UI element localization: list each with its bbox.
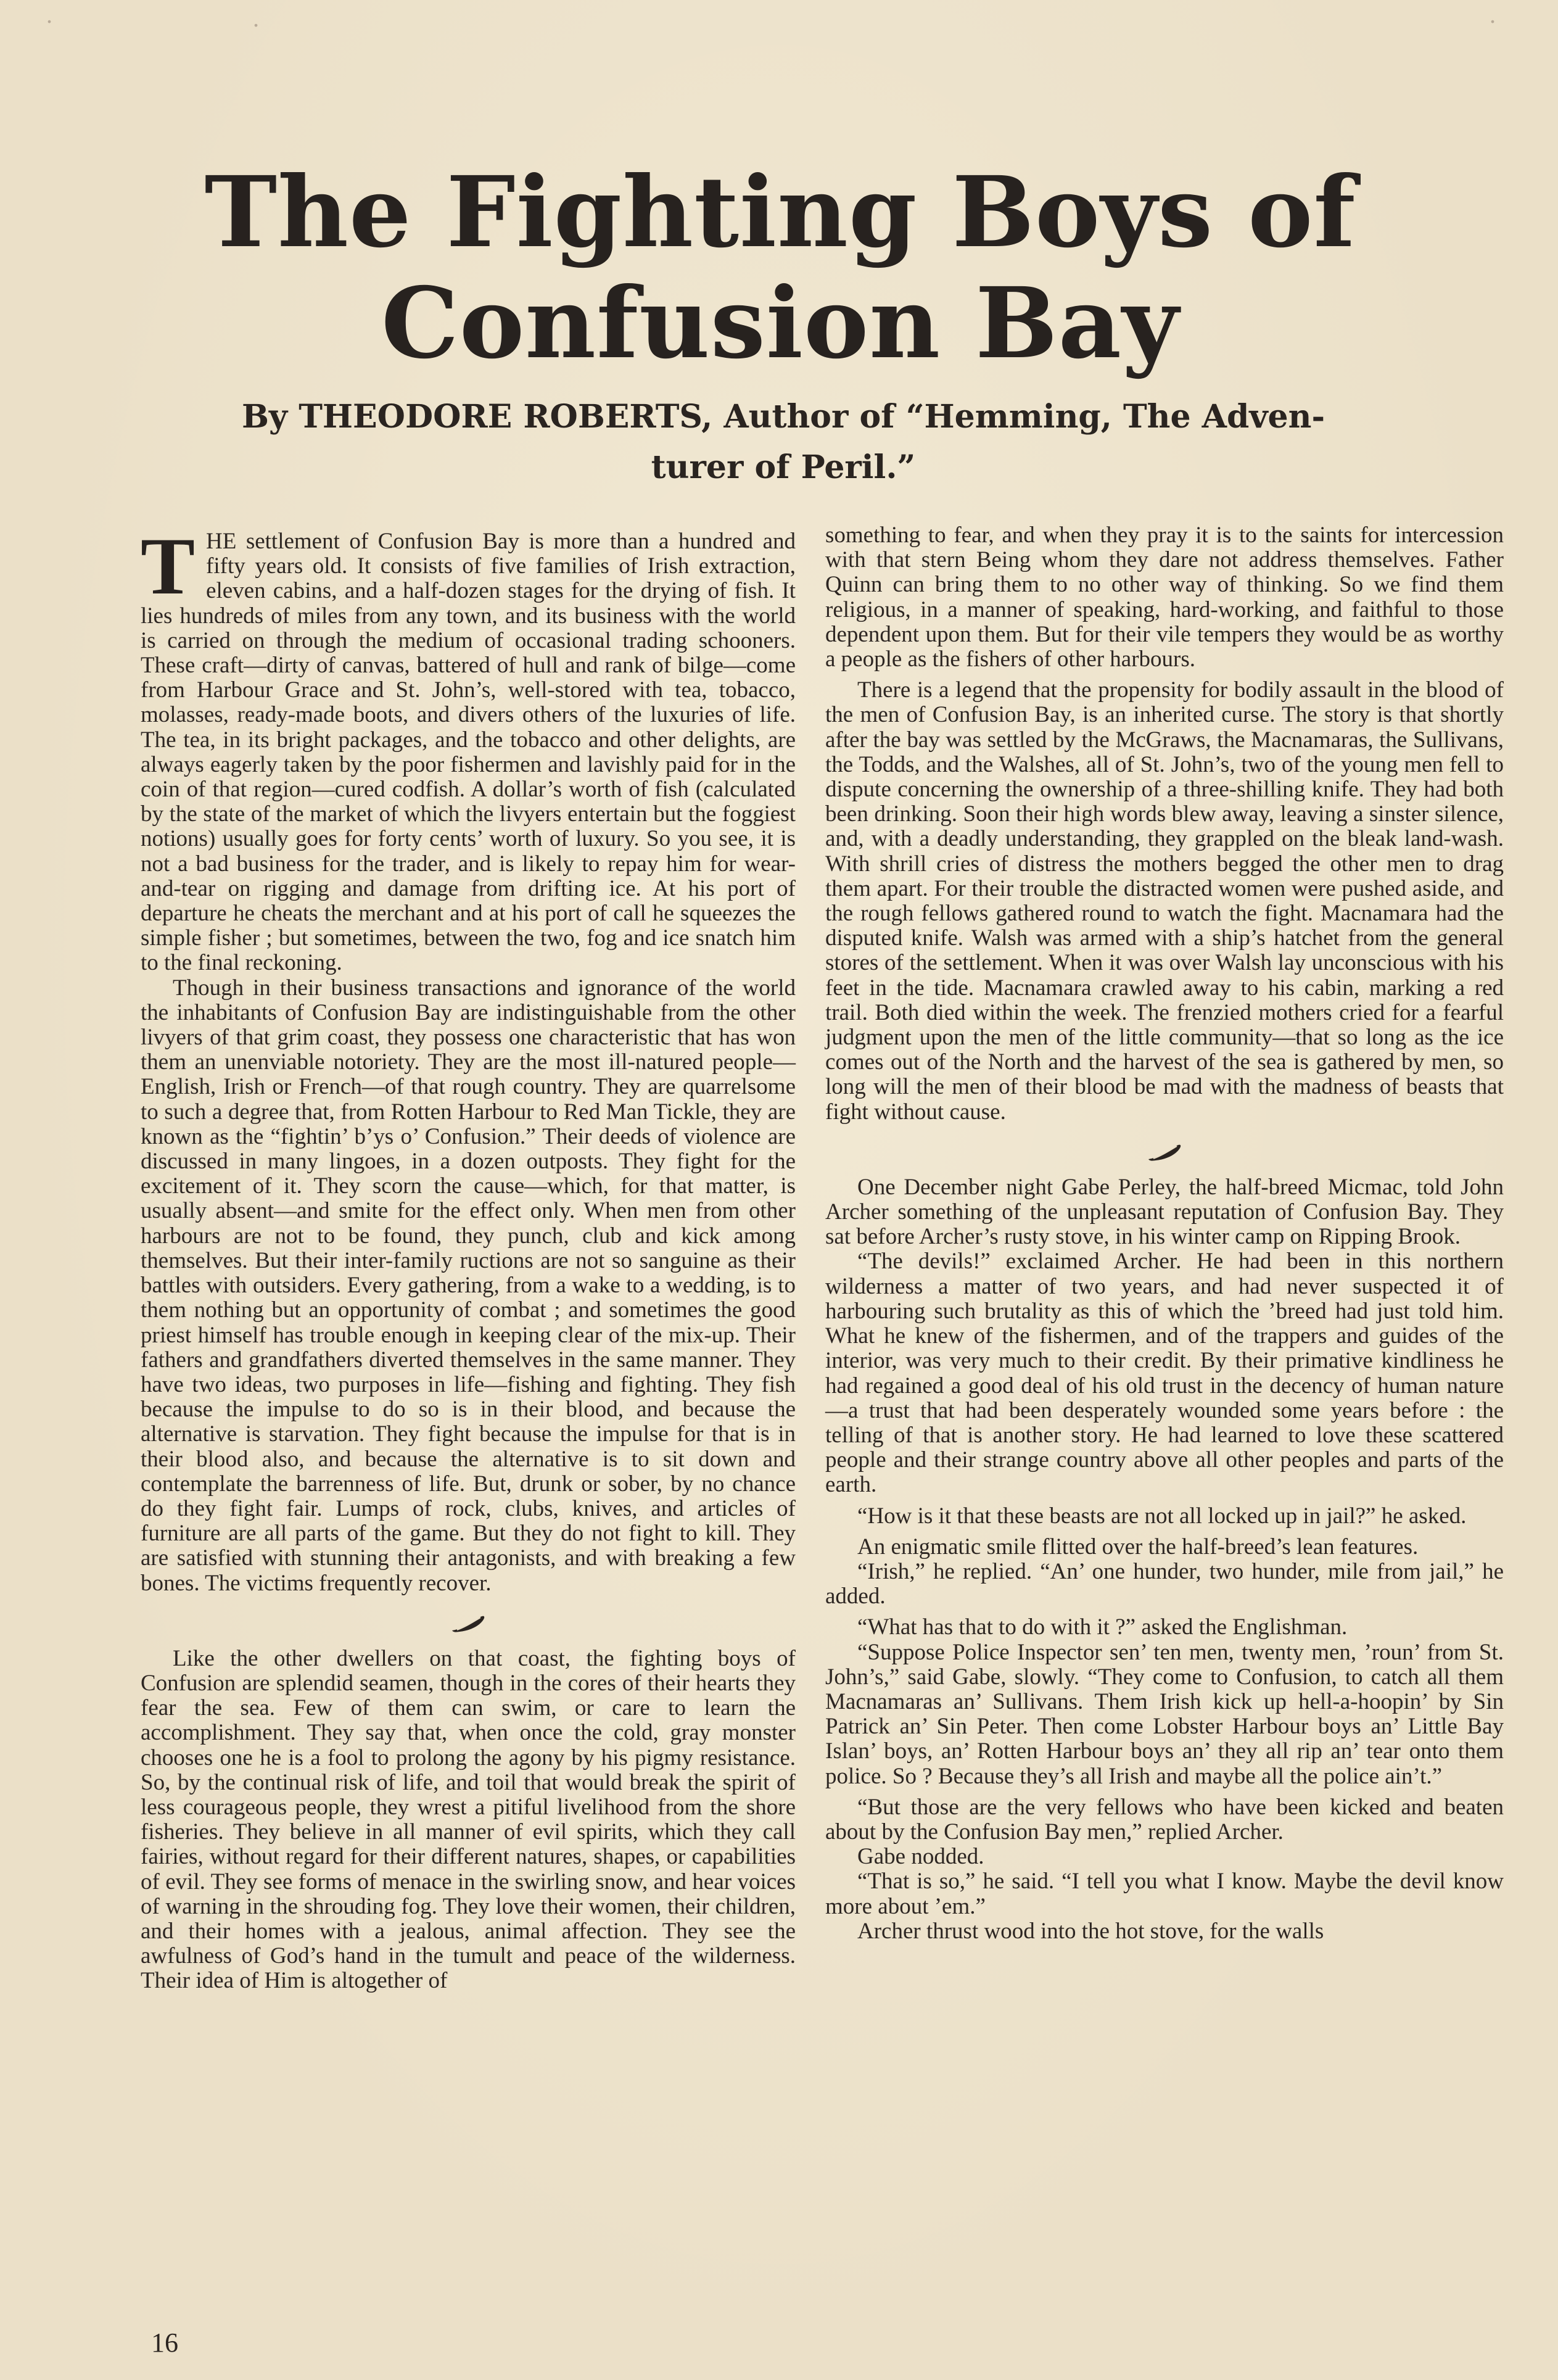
paragraph: There is a legend that the propensity for bodily assault in the blood of the men of Confusion Bay, is an inherited curse. The story is that shortly after the bay was settled by the McGraws, the Macnamaras, the Sullivans, the Todds, and the Walshes, all of St. John’s, two of the young men fell to dispute concerning the ownership of a three-shilling knife. They had both been drinking. Soon their high words blew away, leaving a sinster silence, and, with a deadly understanding, they grappled on the bleak land-wash. With shrill cries of distress the mothers begged the other men to drag them apart. For their trouble the distracted women were pushed aside, and the rough fellows gathered round to watch the fight. Macnamara had the disputed knife. Walsh was armed with a ship’s hatchet from the general stores of the settlement. When it was over Walsh lay unconscious with his feet in the tide. Macnamara crawled away to his cabin, marking a red trail. Both died within the week. The frenzied mothers cried for a fearful judgment upon the men of the little community—that so long as the ice comes out of the North and the harvest of the sea is gathered by men, so long will the men of their blood be mad with the madness of beasts that fight without cause.	[825, 677, 1504, 1125]
section-divider	[825, 1125, 1504, 1175]
article-byline	[142, 392, 1425, 493]
paragraph: “The devils!” exclaimed Archer. He had been in this northern wilderness a matter of two years, and had never suspected it of harbouring such brutality as this of which the ’breed had just told him. What he knew of the fishermen, and of the trappers and guides of the interior, was very much to their credit. By their primative kindliness he had regained a good deal of his old trust in the decency of human nature—a trust that had been desperately wounded some years before : the telling of that is another story. He had learned to love these scattered people and their strange country above all other peoples and parts of the earth.	[825, 1249, 1504, 1498]
paragraph-text: HE settlement of Confusion Bay is more than a hundred and fifty years old. It consists of five families of Irish extraction, eleven cabins, and a half-dozen stages for the drying of fish. It lies hundreds of miles from any town, and its business with the world is carried on through the medium of occasional trading schooners. These craft—dirty of canvas, battered of hull and rank of bilge—come from Harbour Grace and St. John’s, well-stored with tea, tobacco, molasses, ready-made boots, and divers others of the luxuries of life. The tea, in its bright packages, and the tobacco and other delights, are always eagerly taken by the poor fishermen and lavishly paid for in the coin of that region—cured codfish. A dollar’s worth of fish (calculated by the state of the market of which the livyers entertain but the foggiest notions) usually goes for forty cents’ worth of luxury. So you see, it is not a bad business for the trader, and is likely to repay him for wear-and-tear on rigging and damage from drifting ice. At his port of departure he cheats the merchant and at his port of call he squeezes the simple fisher ; but sometimes, between the two, fog and ice snatch him to the final reckoning.	[141, 529, 796, 976]
article-title-line2: Confusion Bay	[381, 267, 1179, 381]
paragraph: One December night Gabe Perley, the half-breed Micmac, told John Archer something of the unpleasant reputation of Confusion Bay. They sat before Archer’s rusty stove, in his winter camp on Ripping Brook.	[825, 1174, 1504, 1250]
paragraph: “Irish,” he replied. “An’ one hunder, two hunder, mile from jail,” he added.	[825, 1558, 1504, 1609]
paragraph: “But those are the very fellows who have been kicked and beaten about by the Confusion Bay men,” replied Archer.	[825, 1794, 1504, 1845]
left-column	[141, 521, 796, 1994]
paragraph: “What has that to do with it ?” asked the Englishman.	[857, 1614, 1348, 1640]
paragraph: “How is it that these beasts are not all locked up in jail?” he asked.	[857, 1503, 1467, 1529]
corner-mark: .	[1490, 1, 1496, 28]
byline-line1: By THEODORE ROBERTS, Author of “Hemming, The Adven-	[241, 398, 1325, 436]
right-column	[825, 523, 1504, 1944]
leaf-ornament-icon	[450, 1613, 487, 1634]
paragraph: An enigmatic smile flitted over the half-breed’s lean features.	[857, 1534, 1419, 1560]
corner-mark: .	[253, 4, 259, 32]
corner-mark: .	[46, 1, 52, 28]
drop-cap: T	[141, 521, 196, 611]
article-title	[93, 157, 1468, 379]
leaf-ornament-icon	[1146, 1142, 1183, 1163]
byline-line2: turer of Peril.”	[651, 448, 916, 486]
paragraph: Though in their business transactions and ignorance of the world the inhabitants of Confusion Bay are indistinguishable from the other livyers of that grim coast, they possess one characteristic that has won them an unenviable notoriety. They are the most ill-natured people—English, Irish or French—of that rough country. They are quarrelsome to such a degree that, from Rotten Harbour to Red Man Tickle, they are known as the “fightin’ b’ys o’ Confusion.” Their deeds of violence are discussed in many lingoes, in a dozen outposts. They fight for the excitement of it. They scorn the cause—which, for that matter, is usually absent—and smite for the effect only. When men from other harbours are not to be found, they punch, club and kick among themselves. But their inter-family ructions are not so sanguine as their battles with outsiders. Every gathering, from a wake to a wedding, is to them nothing but an opportunity of combat ; and sometimes the good priest himself has trouble enough in keeping clear of the mix-up. Their fathers and grandfathers diverted themselves in the same manner. They have two ideas, two purposes in life—fishing and fighting. They fish because the impulse to do so is in their blood, and because the alternative is starvation. They fight because the impulse for that is in their blood also, and because the alternative is to sit down and contemplate the barrenness of life. But, drunk or sober, by no chance do they fight fair. Lumps of rock, clubs, knives, and articles of furniture are all parts of the game. But they do not fight to kill. They are satisfied with stunning their antagonists, and with breaking a few bones. The victims frequently recover.	[141, 975, 796, 1596]
article-title-line1: The Fighting Boys of	[204, 155, 1356, 270]
paragraph	[141, 521, 796, 976]
paragraph: Like the other dwellers on that coast, the fighting boys of Confusion are splendid seamen, though in the cores of their hearts they fear the sea. Few of them can swim, or care to learn the accomplishment. They say that, when once the cold, gray monster chooses one he is a fool to prolong the agony by his pigmy resistance. So, by the continual risk of life, and toil that would break the spirit of less courageous people, they wrest a pitiful livelihood from the shore fisheries. They believe in all manner of evil spirits, which they call fairies, without regard for their different natures, shapes, or capabilities of evil. They see forms of menace in the swirling snow, and hear voices of warning in the shrouding fog. They love their women, their children, and their homes with a jealous, animal affection. They see the awfulness of God’s hand in the tumult and peace of the wilderness. Their idea of Him is altogether of	[141, 1645, 796, 1994]
paragraph: something to fear, and when they pray it is to the saints for intercession with that stern Being whom they dare not address themselves. Father Quinn can bring them to no other way of thinking. So we find them religious, in a manner of speaking, hard-working, and faithful to those dependent upon them. But for their vile tempers they would be as worthy a people as the fishers of other harbours.	[825, 523, 1504, 672]
section-divider	[141, 1596, 796, 1647]
paragraph: Archer thrust wood into the hot stove, for the walls	[857, 1918, 1324, 1944]
page-number: 16	[151, 2328, 178, 2358]
paragraph: Gabe nodded.	[857, 1844, 984, 1870]
paragraph: “Suppose Police Inspector sen’ ten men, twenty men, ’roun’ from St. John’s,” said Gabe, slowly. “They come to Confusion, to catch all them Macnamaras an’ Sullivans. Them Irish kick up hell-a-hoopin’ by Sin Patrick an’ Sin Peter. Then come Lobster Harbour boys an’ Little Bay Islan’ boys, an’ Rotten Harbour boys an’ they all rip an’ tear onto them police. So ? Because they’s all Irish and maybe all the police ain’t.”	[825, 1639, 1504, 1789]
paragraph: “That is so,” he said. “I tell you what I know. Maybe the devil know more about ’em.”	[825, 1869, 1504, 1919]
